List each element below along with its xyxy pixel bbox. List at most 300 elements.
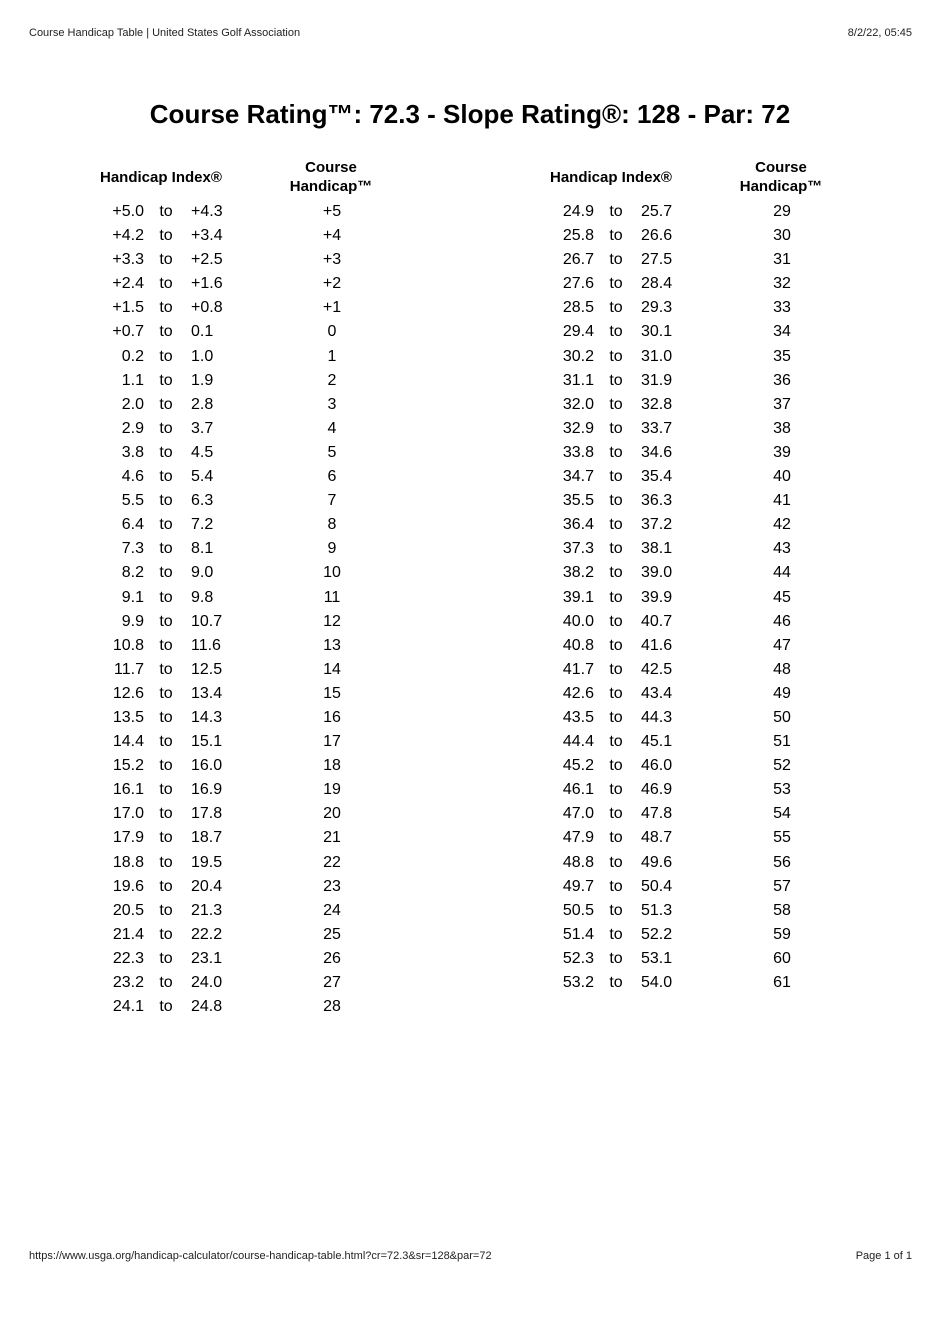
to-label: to bbox=[609, 853, 623, 871]
to-label: to bbox=[609, 805, 623, 823]
to-label: to bbox=[159, 974, 173, 991]
course-handicap-value: 42 bbox=[773, 516, 791, 534]
to-label: to bbox=[159, 492, 173, 510]
handicap-index-to: 21.3 bbox=[191, 901, 223, 919]
handicap-index-to: 8.1 bbox=[191, 540, 214, 558]
column-header-course-handicap bbox=[276, 158, 386, 196]
course-handicap-value: +4 bbox=[322, 227, 342, 245]
handicap-index-to: 47.8 bbox=[641, 805, 673, 823]
to-label: to bbox=[609, 492, 623, 510]
handicap-index-from: 24.1 bbox=[112, 998, 144, 1016]
to-label: to bbox=[609, 347, 623, 365]
to-label: to bbox=[609, 949, 623, 967]
course-handicap-value: 9 bbox=[327, 540, 337, 558]
handicap-index-from: 9.9 bbox=[121, 612, 144, 630]
handicap-index-from: 23.2 bbox=[112, 974, 144, 991]
handicap-index-from: 0.2 bbox=[121, 347, 144, 365]
to-label: to bbox=[159, 733, 173, 751]
course-handicap-value: 2 bbox=[327, 371, 337, 389]
to-label: to bbox=[159, 443, 173, 461]
to-label: to bbox=[159, 925, 173, 943]
handicap-index-to: +0.8 bbox=[191, 299, 223, 317]
table-row bbox=[538, 658, 868, 682]
table-row bbox=[538, 393, 868, 417]
handicap-index-from: 40.0 bbox=[562, 612, 594, 630]
handicap-index-from: 43.5 bbox=[562, 708, 594, 726]
handicap-index-to: 34.6 bbox=[641, 443, 673, 461]
handicap-index-to: 15.1 bbox=[191, 733, 223, 751]
handicap-index-from: 7.3 bbox=[121, 540, 144, 558]
table-header bbox=[88, 158, 418, 200]
course-handicap-value: 34 bbox=[773, 323, 791, 341]
handicap-index-from: 17.0 bbox=[112, 805, 144, 823]
handicap-index-from: 28.5 bbox=[562, 299, 594, 317]
to-label: to bbox=[159, 877, 173, 895]
table-row bbox=[88, 778, 418, 802]
handicap-index-to: +1.6 bbox=[191, 275, 223, 293]
course-handicap-value: 41 bbox=[773, 492, 791, 510]
to-label: to bbox=[159, 612, 173, 630]
course-handicap-value: 59 bbox=[773, 925, 791, 943]
table-row bbox=[88, 272, 418, 296]
handicap-index-from: 11.7 bbox=[114, 660, 144, 678]
table-row bbox=[538, 923, 868, 947]
table-row bbox=[538, 826, 868, 850]
handicap-index-from: 19.6 bbox=[112, 877, 144, 895]
handicap-index-to: 44.3 bbox=[641, 708, 673, 726]
handicap-index-from: 42.6 bbox=[562, 684, 594, 702]
handicap-index-from: 34.7 bbox=[562, 468, 594, 486]
to-label: to bbox=[609, 323, 623, 341]
handicap-index-from: 14.4 bbox=[112, 733, 144, 751]
handicap-index-from: 45.2 bbox=[562, 757, 594, 775]
table-row bbox=[88, 441, 418, 465]
table-row bbox=[88, 923, 418, 947]
handicap-index-to: 16.0 bbox=[191, 757, 223, 775]
course-handicap-value: 29 bbox=[773, 203, 791, 220]
handicap-index-to: 2.8 bbox=[191, 395, 214, 413]
course-handicap-value: 32 bbox=[773, 275, 791, 293]
handicap-index-to: 10.7 bbox=[191, 612, 223, 630]
to-label: to bbox=[159, 516, 173, 534]
table-row bbox=[88, 706, 418, 730]
course-handicap-value: 38 bbox=[773, 419, 791, 437]
handicap-index-to: 24.8 bbox=[191, 998, 223, 1016]
table-row bbox=[538, 417, 868, 441]
table-row bbox=[88, 947, 418, 971]
print-footer-page-number: Page 1 of 1 bbox=[855, 1250, 912, 1262]
handicap-index-to: 6.3 bbox=[191, 492, 214, 510]
table-row bbox=[88, 634, 418, 658]
to-label: to bbox=[609, 733, 623, 751]
course-handicap-value: 50 bbox=[773, 708, 791, 726]
course-handicap-value: 12 bbox=[323, 612, 341, 630]
course-handicap-value: 26 bbox=[323, 949, 341, 967]
handicap-index-to: 32.8 bbox=[641, 395, 673, 413]
to-label: to bbox=[609, 371, 623, 389]
table-row bbox=[538, 296, 868, 320]
to-label: to bbox=[609, 395, 623, 413]
handicap-index-to: 50.4 bbox=[641, 877, 673, 895]
course-handicap-value: 36 bbox=[773, 371, 791, 389]
table-row bbox=[538, 610, 868, 634]
to-label: to bbox=[609, 203, 623, 220]
to-label: to bbox=[159, 588, 173, 606]
handicap-index-from: 48.8 bbox=[562, 853, 594, 871]
course-handicap-value: 54 bbox=[773, 805, 791, 823]
to-label: to bbox=[609, 419, 623, 437]
course-handicap-value: 57 bbox=[773, 877, 791, 895]
print-header-datetime: 8/2/22, 05:45 bbox=[847, 27, 912, 39]
to-label: to bbox=[609, 588, 623, 606]
course-handicap-value: 31 bbox=[773, 251, 791, 269]
handicap-index-to: 22.2 bbox=[191, 925, 223, 943]
handicap-index-to: 20.4 bbox=[191, 877, 223, 895]
to-label: to bbox=[159, 949, 173, 967]
table-row bbox=[538, 634, 868, 658]
to-label: to bbox=[159, 708, 173, 726]
handicap-index-to: 35.4 bbox=[641, 468, 673, 486]
handicap-index-from: 37.3 bbox=[562, 540, 594, 558]
to-label: to bbox=[609, 829, 623, 847]
handicap-index-to: 40.7 bbox=[641, 612, 673, 630]
course-handicap-value: 33 bbox=[773, 299, 791, 317]
table-body bbox=[88, 200, 418, 1019]
page-title: Course Rating™: 72.3 - Slope Rating®: 128 - Par: 72 bbox=[149, 99, 791, 129]
handicap-table-right bbox=[538, 158, 868, 995]
handicap-index-from: 6.4 bbox=[121, 516, 144, 534]
course-handicap-value: +2 bbox=[322, 275, 342, 293]
handicap-index-from: 25.8 bbox=[562, 227, 594, 245]
handicap-index-from: 39.1 bbox=[562, 588, 594, 606]
table-row bbox=[88, 369, 418, 393]
handicap-index-from: 21.4 bbox=[112, 925, 144, 943]
to-label: to bbox=[159, 468, 173, 486]
handicap-index-from: 12.6 bbox=[112, 684, 144, 702]
handicap-index-to: 23.1 bbox=[191, 949, 223, 967]
table-row bbox=[538, 778, 868, 802]
table-row bbox=[538, 248, 868, 272]
handicap-index-from: 10.8 bbox=[112, 636, 144, 654]
course-handicap-value: 53 bbox=[773, 781, 791, 799]
course-handicap-value: +1 bbox=[322, 299, 342, 317]
handicap-index-from: 33.8 bbox=[562, 443, 594, 461]
handicap-index-to: 53.1 bbox=[641, 949, 673, 967]
handicap-index-to: 18.7 bbox=[191, 829, 223, 847]
table-row bbox=[88, 754, 418, 778]
to-label: to bbox=[159, 781, 173, 799]
handicap-index-from: 38.2 bbox=[562, 564, 594, 582]
handicap-index-to: 5.4 bbox=[191, 468, 214, 486]
table-row bbox=[538, 754, 868, 778]
print-footer-url: https://www.usga.org/handicap-calculator/course-handicap-table.html?cr=72.3&sr=128&par=72 bbox=[29, 1250, 492, 1262]
handicap-index-from: +3.3 bbox=[112, 251, 144, 269]
to-label: to bbox=[159, 564, 173, 582]
handicap-index-from: 2.0 bbox=[121, 395, 144, 413]
to-label: to bbox=[159, 227, 173, 245]
to-label: to bbox=[159, 251, 173, 269]
handicap-index-to: +3.4 bbox=[191, 227, 223, 245]
handicap-index-from: 4.6 bbox=[121, 468, 144, 486]
to-label: to bbox=[159, 757, 173, 775]
table-row bbox=[88, 730, 418, 754]
handicap-index-from: +1.5 bbox=[112, 299, 144, 317]
course-handicap-value: 23 bbox=[323, 877, 341, 895]
handicap-index-to: 13.4 bbox=[191, 684, 223, 702]
table-row bbox=[88, 875, 418, 899]
course-handicap-value: 0 bbox=[327, 323, 337, 341]
course-handicap-value: 39 bbox=[773, 443, 791, 461]
table-row bbox=[88, 296, 418, 320]
course-handicap-value: 58 bbox=[773, 901, 791, 919]
table-row bbox=[88, 200, 418, 224]
course-handicap-value: 14 bbox=[323, 660, 341, 678]
handicap-index-to: 19.5 bbox=[191, 853, 223, 871]
table-row bbox=[88, 320, 418, 344]
course-handicap-value: 10 bbox=[323, 564, 341, 582]
course-handicap-value: 18 bbox=[323, 757, 341, 775]
table-row bbox=[538, 947, 868, 971]
course-handicap-value: 40 bbox=[773, 468, 791, 486]
handicap-index-from: 51.4 bbox=[562, 925, 594, 943]
to-label: to bbox=[159, 395, 173, 413]
course-handicap-value: 19 bbox=[323, 781, 341, 799]
to-label: to bbox=[609, 540, 623, 558]
handicap-index-to: 43.4 bbox=[641, 684, 673, 702]
handicap-index-to: 54.0 bbox=[641, 974, 673, 991]
column-header-course-handicap bbox=[726, 158, 836, 196]
table-row bbox=[88, 417, 418, 441]
course-handicap-value: +5 bbox=[322, 203, 342, 220]
course-handicap-value: 6 bbox=[327, 468, 337, 486]
to-label: to bbox=[609, 877, 623, 895]
handicap-index-to: 14.3 bbox=[191, 708, 223, 726]
to-label: to bbox=[159, 419, 173, 437]
course-handicap-value: 60 bbox=[773, 949, 791, 967]
table-row bbox=[538, 465, 868, 489]
course-handicap-value: 11 bbox=[323, 588, 341, 606]
course-handicap-value: 56 bbox=[773, 853, 791, 871]
table-row bbox=[538, 272, 868, 296]
table-row bbox=[538, 586, 868, 610]
print-header-title: Course Handicap Table | United States Golf Association bbox=[29, 27, 301, 39]
to-label: to bbox=[609, 660, 623, 678]
handicap-index-to: 36.3 bbox=[641, 492, 673, 510]
table-row bbox=[538, 513, 868, 537]
table-row bbox=[88, 971, 418, 995]
handicap-index-from: 32.9 bbox=[562, 419, 594, 437]
handicap-index-from: 18.8 bbox=[112, 853, 144, 871]
to-label: to bbox=[609, 227, 623, 245]
handicap-index-to: 31.0 bbox=[641, 347, 673, 365]
column-header-course-line1: Course bbox=[305, 159, 357, 176]
table-row bbox=[538, 802, 868, 826]
handicap-index-to: +4.3 bbox=[191, 203, 223, 220]
course-handicap-value: 15 bbox=[323, 684, 341, 702]
handicap-index-to: 0.1 bbox=[191, 323, 214, 341]
handicap-index-to: 17.8 bbox=[191, 805, 223, 823]
table-row bbox=[88, 995, 418, 1019]
course-handicap-value: 25 bbox=[323, 925, 341, 943]
table-row bbox=[538, 971, 868, 995]
table-row bbox=[88, 513, 418, 537]
handicap-table-left bbox=[88, 158, 418, 1019]
table-row bbox=[538, 441, 868, 465]
course-handicap-value: 5 bbox=[327, 443, 337, 461]
handicap-index-to: 30.1 bbox=[641, 323, 673, 341]
course-handicap-value: 4 bbox=[327, 419, 337, 437]
handicap-index-to: 52.2 bbox=[641, 925, 673, 943]
course-handicap-value: 51 bbox=[773, 733, 791, 751]
table-row bbox=[538, 489, 868, 513]
course-handicap-value: 30 bbox=[773, 227, 791, 245]
handicap-index-to: 46.0 bbox=[641, 757, 673, 775]
table-row bbox=[538, 537, 868, 561]
to-label: to bbox=[609, 901, 623, 919]
to-label: to bbox=[609, 636, 623, 654]
course-handicap-value: 48 bbox=[773, 660, 791, 678]
handicap-index-from: 8.2 bbox=[121, 564, 144, 582]
handicap-index-from: 13.5 bbox=[112, 708, 144, 726]
handicap-index-to: 25.7 bbox=[641, 203, 673, 220]
table-row bbox=[538, 682, 868, 706]
to-label: to bbox=[609, 251, 623, 269]
course-handicap-value: 8 bbox=[327, 516, 337, 534]
handicap-index-to: 11.6 bbox=[191, 636, 221, 654]
handicap-index-to: 39.0 bbox=[641, 564, 673, 582]
table-row bbox=[538, 369, 868, 393]
to-label: to bbox=[609, 275, 623, 293]
to-label: to bbox=[159, 371, 173, 389]
to-label: to bbox=[609, 299, 623, 317]
table-row bbox=[88, 465, 418, 489]
to-label: to bbox=[159, 853, 173, 871]
to-label: to bbox=[159, 347, 173, 365]
to-label: to bbox=[609, 684, 623, 702]
table-row bbox=[538, 875, 868, 899]
handicap-index-from: 40.8 bbox=[562, 636, 594, 654]
table-row bbox=[538, 200, 868, 224]
handicap-index-from: 50.5 bbox=[562, 901, 594, 919]
to-label: to bbox=[159, 203, 173, 220]
column-header-handicap-index: Handicap Index® bbox=[550, 169, 672, 186]
table-row bbox=[88, 658, 418, 682]
handicap-index-to: 33.7 bbox=[641, 419, 673, 437]
course-handicap-value: 52 bbox=[773, 757, 791, 775]
table-row bbox=[88, 248, 418, 272]
course-handicap-value: 20 bbox=[323, 805, 341, 823]
handicap-index-to: 24.0 bbox=[191, 974, 223, 991]
handicap-index-from: 1.1 bbox=[121, 371, 144, 389]
handicap-index-to: 29.3 bbox=[641, 299, 673, 317]
handicap-index-from: 47.0 bbox=[562, 805, 594, 823]
course-handicap-value: 45 bbox=[773, 588, 791, 606]
to-label: to bbox=[159, 805, 173, 823]
table-row bbox=[88, 561, 418, 585]
course-handicap-value: 27 bbox=[323, 974, 341, 991]
table-row bbox=[538, 851, 868, 875]
to-label: to bbox=[159, 829, 173, 847]
course-handicap-value: 22 bbox=[323, 853, 341, 871]
course-handicap-value: 49 bbox=[773, 684, 791, 702]
handicap-index-to: 42.5 bbox=[641, 660, 673, 678]
course-handicap-value: 3 bbox=[327, 395, 337, 413]
handicap-index-to: 9.0 bbox=[191, 564, 214, 582]
course-handicap-value: 17 bbox=[323, 733, 341, 751]
handicap-index-to: 46.9 bbox=[641, 781, 673, 799]
handicap-index-from: 30.2 bbox=[562, 347, 594, 365]
table-row bbox=[538, 224, 868, 248]
to-label: to bbox=[609, 708, 623, 726]
table-row bbox=[538, 320, 868, 344]
handicap-index-from: +2.4 bbox=[112, 275, 144, 293]
course-handicap-value: 47 bbox=[773, 636, 791, 654]
table-row bbox=[88, 802, 418, 826]
table-row bbox=[88, 851, 418, 875]
table-row bbox=[88, 537, 418, 561]
to-label: to bbox=[609, 757, 623, 775]
handicap-index-to: 4.5 bbox=[191, 443, 214, 461]
handicap-index-from: 17.9 bbox=[112, 829, 144, 847]
course-handicap-value: 28 bbox=[323, 998, 341, 1016]
handicap-index-from: 52.3 bbox=[562, 949, 594, 967]
table-row bbox=[88, 345, 418, 369]
handicap-index-from: 5.5 bbox=[121, 492, 144, 510]
handicap-index-to: 49.6 bbox=[641, 853, 673, 871]
to-label: to bbox=[609, 925, 623, 943]
handicap-index-to: 26.6 bbox=[641, 227, 673, 245]
handicap-index-to: 28.4 bbox=[641, 275, 673, 293]
to-label: to bbox=[609, 468, 623, 486]
to-label: to bbox=[159, 660, 173, 678]
table-row bbox=[88, 393, 418, 417]
to-label: to bbox=[609, 516, 623, 534]
table-row bbox=[88, 899, 418, 923]
handicap-index-to: 37.2 bbox=[641, 516, 673, 534]
table-row bbox=[538, 706, 868, 730]
column-header-course-line2: Handicap™ bbox=[739, 178, 823, 195]
to-label: to bbox=[159, 540, 173, 558]
table-row bbox=[88, 586, 418, 610]
course-handicap-value: 21 bbox=[323, 829, 341, 847]
to-label: to bbox=[609, 781, 623, 799]
course-handicap-value: +3 bbox=[322, 251, 342, 269]
handicap-index-to: 7.2 bbox=[191, 516, 214, 534]
handicap-index-from: 27.6 bbox=[562, 275, 594, 293]
course-handicap-value: 61 bbox=[773, 974, 791, 991]
column-header-course-line1: Course bbox=[755, 159, 807, 176]
to-label: to bbox=[609, 443, 623, 461]
column-header-handicap-index: Handicap Index® bbox=[100, 169, 222, 186]
table-row bbox=[88, 489, 418, 513]
course-handicap-value: 13 bbox=[323, 636, 341, 654]
handicap-index-from: 2.9 bbox=[121, 419, 144, 437]
handicap-index-from: +0.7 bbox=[112, 323, 144, 341]
course-handicap-value: 7 bbox=[327, 492, 337, 510]
course-handicap-value: 35 bbox=[773, 347, 791, 365]
to-label: to bbox=[159, 998, 173, 1016]
to-label: to bbox=[159, 684, 173, 702]
handicap-index-from: 36.4 bbox=[562, 516, 594, 534]
handicap-index-to: 38.1 bbox=[641, 540, 673, 558]
course-handicap-value: 46 bbox=[773, 612, 791, 630]
to-label: to bbox=[159, 275, 173, 293]
handicap-index-from: 15.2 bbox=[112, 757, 144, 775]
table-row bbox=[538, 730, 868, 754]
handicap-index-from: 9.1 bbox=[121, 588, 144, 606]
handicap-index-from: +5.0 bbox=[112, 203, 144, 220]
course-handicap-value: 44 bbox=[773, 564, 791, 582]
